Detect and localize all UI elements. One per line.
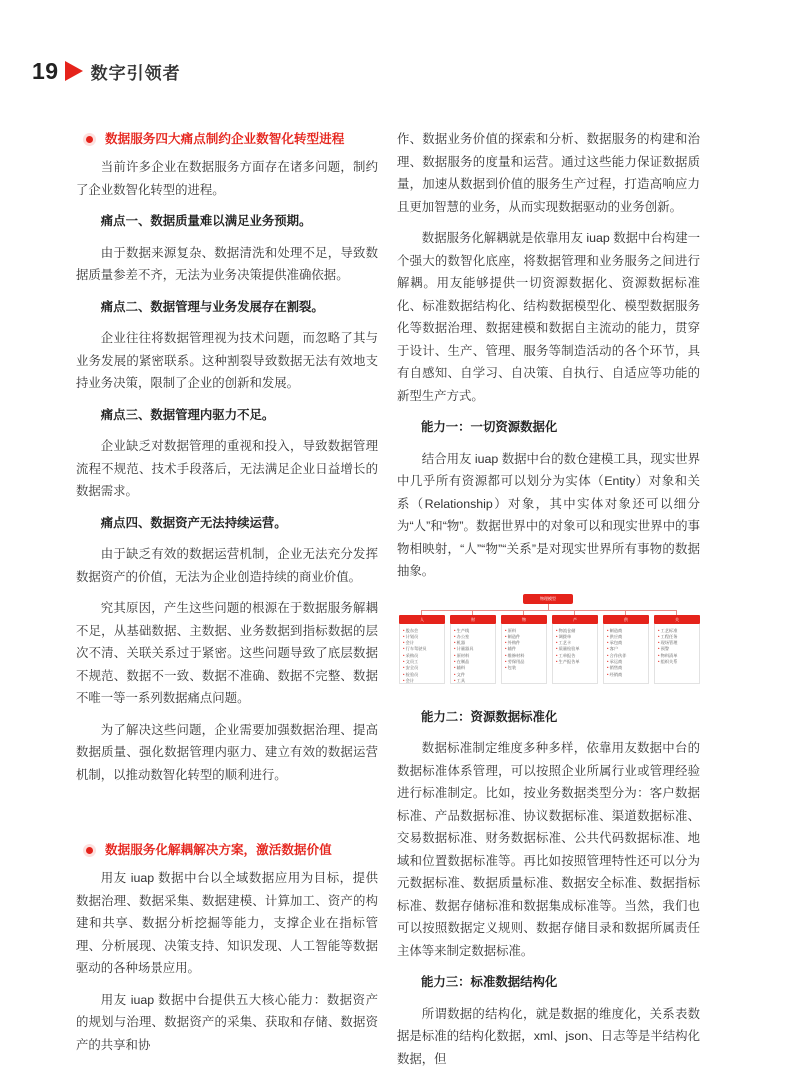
paragraph: 由于数据来源复杂、数据清洗和处理不足，导致数据质量参差不齐，无法为业务决策提供准确依据。 [76, 245, 378, 282]
category-items [399, 624, 445, 684]
category-item: • 维修材料 [505, 653, 543, 659]
pain-point-heading: 痛点一、数据质量难以满足业务预期。 [100, 214, 312, 228]
category-items [654, 624, 700, 684]
category-item: • 计划员 [403, 634, 441, 640]
paragraph: 由于缺乏有效的数据运营机制，企业无法充分发挥数据资产的价值，无法为企业创造持续的商业价值。 [76, 547, 378, 584]
category-item: • 计量器具 [454, 646, 492, 652]
diagram-category [450, 610, 496, 684]
section-title-text: 数据服务四大痛点制约企业数智化转型进程 [105, 131, 345, 146]
category-item: • 在制品 [454, 659, 492, 665]
category-item: • 安全员 [403, 665, 441, 671]
category-label: 关 [654, 615, 700, 624]
page-header [32, 56, 181, 86]
category-item: • 生产线 [454, 628, 492, 634]
category-item: • 组织关系 [658, 659, 696, 665]
paragraph: 企业缺乏对数据管理的重视和投入，导致数据管理流程不规范、技术手段落后，无法满足企业日益增长的数据需求。 [76, 439, 378, 498]
section-title-text: 数据服务化解耦解决方案，激活数据价值 [105, 842, 332, 857]
category-item: • 客户 [607, 646, 645, 652]
category-item: • 预警 [658, 646, 696, 652]
category-items [552, 624, 598, 684]
connector-line [472, 610, 473, 615]
pain-point-heading: 痛点二、数据管理与业务发展存在割裂。 [100, 299, 324, 314]
capability-heading: 能力三：标准数据结构化 [421, 975, 558, 989]
category-item: • 原材料 [454, 653, 492, 659]
category-item: • 工单报告 [556, 653, 594, 659]
connector-line [676, 610, 677, 615]
play-arrow-icon [65, 61, 83, 81]
category-item: • 现场管理 [658, 640, 696, 646]
diagram-category [552, 610, 598, 684]
category-item: • 销售商 [607, 665, 645, 671]
category-item: • 供应商 [607, 634, 645, 640]
category-item: • 股东会 [403, 628, 441, 634]
bullet-dot-icon [86, 136, 93, 143]
diagram-category [501, 610, 547, 684]
section-title [76, 128, 378, 150]
category-item: • 原料 [505, 628, 543, 634]
category-label: 人 [399, 615, 445, 624]
connector-line [421, 610, 422, 615]
category-item: • 行车驾驶员 [403, 646, 441, 652]
intro-paragraph: 当前许多企业在数据服务方面存在诸多问题，制约了企业数智化转型的进程。 [76, 160, 378, 197]
category-label: 供 [603, 615, 649, 624]
category-label: 财 [450, 615, 496, 624]
category-item: • 制造件 [505, 634, 543, 640]
category-items [501, 624, 547, 684]
capability-heading: 能力二：资源数据标准化 [421, 709, 558, 724]
category-items [450, 624, 496, 684]
category-item: • 辅件 [505, 646, 543, 652]
category-item: • 物流仓储 [556, 628, 594, 634]
paragraph: 企业往往将数据管理视为技术问题，而忽略了其与业务发展的紧密联系。这种割裂导致数据无法有效地支持业务决策，限制了企业的创新和发展。 [76, 331, 378, 390]
paragraph: 数据标准制定维度多种多样，依靠用友数据中台的数据标准体系管理，可以按照企业所属行业或管理经验进行标准制定。比如，按业务数据类型分为：客户数据标准、产品数据标准、协议数据标准、渠道数据标准、交易数据标准、财务数据标准、公共代码数据标准、地域和位置数据标准等。再比如按照管理特性还可以分为元数据标准、数据质量标准、数据安全标准、数据指标标准、数据存储标准和数据集成标准等。当然，我们也可以按照数据定义规则、数据存储目录和数据所属责任主体等来制定数据标准。 [397, 741, 700, 958]
paragraph: 结合用友 iuap 数据中台的数仓建模工具，现实世界中几乎所有资源都可以划分为实体（Entity）对象和关系（Relationship）对象，其中实体对象还可以细分为“人”和“物”。数据世界中的对象可以和现实世界中的事物相映射，“人”“物”“关系”是对现实世界所有事物的数据抽象。 [397, 451, 700, 578]
right-column [397, 128, 700, 1079]
diagram-category [654, 610, 700, 684]
capability-heading: 能力一：一切资源数据化 [421, 420, 558, 434]
paragraph: 用友 iuap 数据中台提供五大核心能力：数据资产的规划与治理、数据资产的采集、获取和存储、数据资产的共享和协 [76, 992, 378, 1052]
category-item: • 检验员 [403, 672, 441, 678]
pain-point-heading: 痛点三、数据管理内驱力不足。 [100, 407, 275, 422]
connector-line [625, 610, 626, 615]
category-item: • 生产报告单 [556, 659, 594, 665]
category-item: • 工程任务 [658, 634, 696, 640]
category-item: • 会计 [403, 678, 441, 684]
category-item: • 物料清单 [658, 653, 696, 659]
category-item: • 制造商 [607, 628, 645, 634]
category-item: • 承包商 [607, 640, 645, 646]
resource-entity-diagram [397, 592, 700, 696]
category-item: • 质量检验单 [556, 646, 594, 652]
category-item: • 文件 [454, 672, 492, 678]
section-title [76, 839, 378, 861]
connector-line [523, 610, 524, 615]
category-item: • 采购员 [403, 653, 441, 659]
diagram-category [399, 610, 445, 684]
diagram-category [603, 610, 649, 684]
category-item: • 合作伙伴 [607, 653, 645, 659]
diagram-root-node: 物理模型 [523, 594, 573, 604]
paragraph: 数据服务化解耦就是依靠用友 iuap 数据中台构建一个强大的数智化底座，将数据管理和业务服务之间进行解耦。用友能够提供一切资源数据化、资源数据标准化、标准数据结构化、结构数据模型化、模型数据服务化等数据治理、数据建模和数据自主流动的能力，贯穿于设计、生产、管理、服务等制造活动的各个环节，具有自感知、自学习、自决策、自执行、自适应等功能的新型生产方式。 [397, 231, 700, 403]
category-item: • 工艺卡 [556, 640, 594, 646]
paragraph: 用友 iuap 数据中台以全域数据应用为目标，提供数据治理、数据采集、数据建模、计算加工、资产的构建和共享、数据分析挖掘等能力，支撑企业在指标管理、分析展现、决策支持、知识发现、人工智能等数据驱动的各种场景应用。 [76, 871, 378, 975]
category-item: • 辅料 [454, 665, 492, 671]
category-item: • 机器 [454, 640, 492, 646]
page-number: 19 [32, 57, 59, 84]
category-item: • 工艺标准 [658, 628, 696, 634]
document-title: 数字引领者 [90, 63, 181, 84]
category-item: • 经销商 [607, 672, 645, 678]
category-item: • 外购件 [505, 640, 543, 646]
category-item: • 包装 [505, 665, 543, 671]
paragraph: 究其原因，产生这些问题的根源在于数据服务解耦不足，从基础数据、主数据、业务数据到指标数据的层次不清、关联关系过于紧密。这些问题导致了底层数据不规范、数据不一致、数据不准确、数据不完整、数据不唯一等一系列数据痛点问题。 [76, 601, 378, 705]
category-items [603, 624, 649, 684]
category-label: 物 [501, 615, 547, 624]
paragraph: 所谓数据的结构化，就是数据的维度化，关系表数据是标准的结构化数据，xml、json、日志等是半结构化数据，但 [397, 1006, 700, 1066]
category-item: • 调拨单 [556, 634, 594, 640]
category-item: • 文员工 [403, 659, 441, 665]
category-item: • 工具 [454, 678, 492, 684]
category-item: • 劳保用品 [505, 659, 543, 665]
category-item: • 会计 [403, 640, 441, 646]
bullet-dot-icon [86, 847, 93, 854]
left-column [76, 128, 378, 1065]
paragraph: 作、数据业务价值的探索和分析、数据服务的构建和治理、数据服务的度量和运营。通过这些能力保证数据质量，加速从数据到价值的服务生产过程，打造高响应力且更加智慧的业务，从而实现数据驱动的业务创新。 [397, 132, 700, 214]
category-item: • 承运商 [607, 659, 645, 665]
category-label: 产 [552, 615, 598, 624]
connector-line [574, 610, 575, 615]
pain-point-heading: 痛点四、数据资产无法持续运营。 [100, 515, 287, 530]
paragraph: 为了解决这些问题，企业需要加强数据治理、提高数据质量、强化数据管理内驱力、建立有效的数据运营机制，以推动数智化转型的顺利进行。 [76, 722, 378, 782]
category-item: • 办公室 [454, 634, 492, 640]
